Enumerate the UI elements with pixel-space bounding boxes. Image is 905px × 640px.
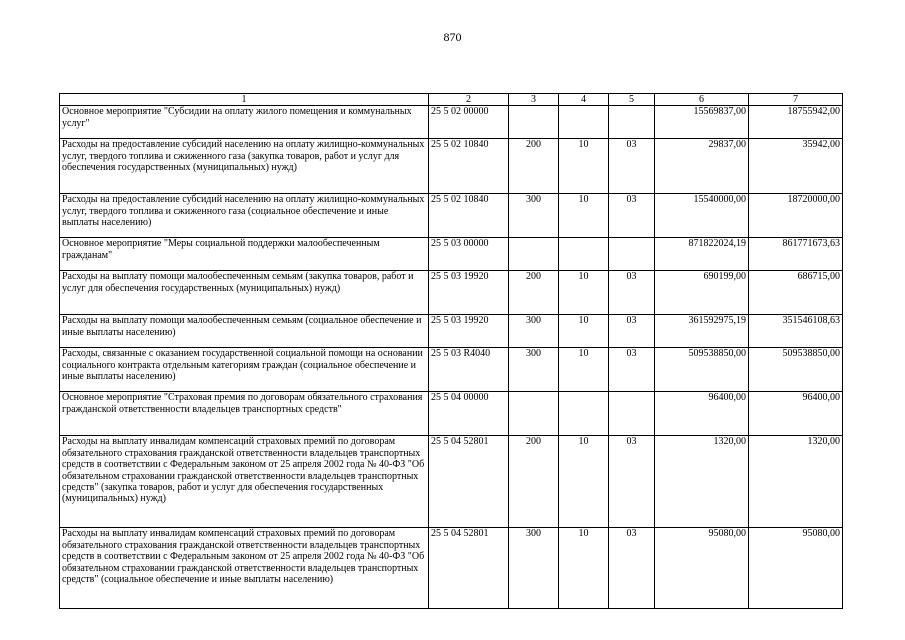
- amount-col-6: 1320,00: [655, 436, 749, 528]
- amount-col-6: 509538850,00: [655, 348, 749, 392]
- amount-col-7: 18755942,00: [749, 106, 843, 139]
- target-code: 25 5 03 19920: [429, 271, 509, 315]
- target-code: 25 5 03 R4040: [429, 348, 509, 392]
- subsection: 03: [609, 315, 655, 348]
- target-code: 25 5 03 00000: [429, 238, 509, 271]
- expense-name: Расходы, связанные с оказанием государственной социальной помощи на основании социального контракта отдельным категориям граждан (социальное обеспечение и иные выплаты населению): [60, 348, 429, 392]
- subsection: [609, 106, 655, 139]
- expense-type: 300: [509, 315, 559, 348]
- subsection: 03: [609, 436, 655, 528]
- target-code: 25 5 03 19920: [429, 315, 509, 348]
- expense-type: [509, 238, 559, 271]
- target-code: 25 5 02 10840: [429, 139, 509, 194]
- amount-col-7: 351546108,63: [749, 315, 843, 348]
- amount-col-6: 871822024,19: [655, 238, 749, 271]
- section: 10: [559, 139, 609, 194]
- table-row: [60, 315, 843, 348]
- amount-col-6: 95080,00: [655, 528, 749, 609]
- expense-name: Расходы на выплату инвалидам компенсаций страховых премий по договорам обязательного страхования гражданской ответственности владельцев транспортных средств в соответствии с Федеральным законом от 25 апреля 2002 года № 40-ФЗ "Об обязательном страховании гражданской ответственности владельцев транспортных средств" (закупка товаров, работ и услуг для обеспечения государственных (муниципальных) нужд): [60, 436, 429, 528]
- subsection: 03: [609, 139, 655, 194]
- expense-type: 300: [509, 528, 559, 609]
- subsection: 03: [609, 348, 655, 392]
- amount-col-7: 18720000,00: [749, 194, 843, 238]
- amount-col-7: 509538850,00: [749, 348, 843, 392]
- expense-name: Основное мероприятие "Страховая премия по договорам обязательного страхования гражданской ответственности владельцев транспортных средств": [60, 392, 429, 436]
- table-row: [60, 271, 843, 315]
- table-row: [60, 194, 843, 238]
- amount-col-7: 96400,00: [749, 392, 843, 436]
- section: [559, 106, 609, 139]
- subsection: [609, 392, 655, 436]
- amount-col-6: 15540000,00: [655, 194, 749, 238]
- expense-type: [509, 392, 559, 436]
- header-cell-7: 7: [749, 94, 843, 106]
- page-number: 870: [443, 30, 462, 44]
- header-cell-2: 2: [429, 94, 509, 106]
- expense-name: Расходы на предоставление субсидий населению на оплату жилищно-коммунальных услуг, твердого топлива и сжиженного газа (социальное обеспечение и иные выплаты населению): [60, 194, 429, 238]
- table-row: [60, 139, 843, 194]
- table-row: [60, 436, 843, 528]
- target-code: 25 5 04 52801: [429, 436, 509, 528]
- expense-type: 300: [509, 194, 559, 238]
- expense-type: 200: [509, 271, 559, 315]
- header-cell-1: 1: [60, 94, 429, 106]
- amount-col-6: 15569837,00: [655, 106, 749, 139]
- section: 10: [559, 194, 609, 238]
- expense-type: 200: [509, 139, 559, 194]
- section: 10: [559, 436, 609, 528]
- header-row: [60, 94, 843, 106]
- amount-col-6: 361592975,19: [655, 315, 749, 348]
- expense-name: Расходы на выплату помощи малообеспеченным семьям (закупка товаров, работ и услуг для обеспечения государственных (муниципальных) нужд): [60, 271, 429, 315]
- amount-col-7: 686715,00: [749, 271, 843, 315]
- amount-col-7: 35942,00: [749, 139, 843, 194]
- expense-name: Расходы на выплату помощи малообеспеченным семьям (социальное обеспечение и иные выплаты населению): [60, 315, 429, 348]
- expense-type: 300: [509, 348, 559, 392]
- target-code: 25 5 04 00000: [429, 392, 509, 436]
- section: 10: [559, 315, 609, 348]
- target-code: 25 5 02 10840: [429, 194, 509, 238]
- amount-col-7: 861771673,63: [749, 238, 843, 271]
- amount-col-6: 29837,00: [655, 139, 749, 194]
- section: [559, 238, 609, 271]
- expense-name: Основное мероприятие "Субсидии на оплату жилого помещения и коммунальных услуг": [60, 106, 429, 139]
- subsection: 03: [609, 528, 655, 609]
- section: [559, 392, 609, 436]
- expense-name: Расходы на предоставление субсидий населению на оплату жилищно-коммунальных услуг, твердого топлива и сжиженного газа (закупка товаров, работ и услуг для обеспечения государственных (муниципальных) нужд): [60, 139, 429, 194]
- subsection: 03: [609, 194, 655, 238]
- expense-type: 200: [509, 436, 559, 528]
- table-row: [60, 528, 843, 609]
- subsection: 03: [609, 271, 655, 315]
- section: 10: [559, 271, 609, 315]
- expense-type: [509, 106, 559, 139]
- section: 10: [559, 528, 609, 609]
- budget-table: [59, 93, 843, 609]
- table-row: [60, 392, 843, 436]
- header-cell-4: 4: [559, 94, 609, 106]
- subsection: [609, 238, 655, 271]
- header-cell-3: 3: [509, 94, 559, 106]
- table-row: [60, 348, 843, 392]
- table-row: [60, 106, 843, 139]
- expense-name: Основное мероприятие "Меры социальной поддержки малообеспеченным гражданам": [60, 238, 429, 271]
- amount-col-6: 690199,00: [655, 271, 749, 315]
- amount-col-7: 95080,00: [749, 528, 843, 609]
- target-code: 25 5 04 52801: [429, 528, 509, 609]
- section: 10: [559, 348, 609, 392]
- header-cell-6: 6: [655, 94, 749, 106]
- amount-col-7: 1320,00: [749, 436, 843, 528]
- table-row: [60, 238, 843, 271]
- amount-col-6: 96400,00: [655, 392, 749, 436]
- header-cell-5: 5: [609, 94, 655, 106]
- target-code: 25 5 02 00000: [429, 106, 509, 139]
- expense-name: Расходы на выплату инвалидам компенсаций страховых премий по договорам обязательного страхования гражданской ответственности владельцев транспортных средств в соответствии с Федеральным законом от 25 апреля 2002 года № 40-ФЗ "Об обязательном страховании гражданской ответственности владельцев транспортных средств" (социальное обеспечение и иные выплаты населению): [60, 528, 429, 609]
